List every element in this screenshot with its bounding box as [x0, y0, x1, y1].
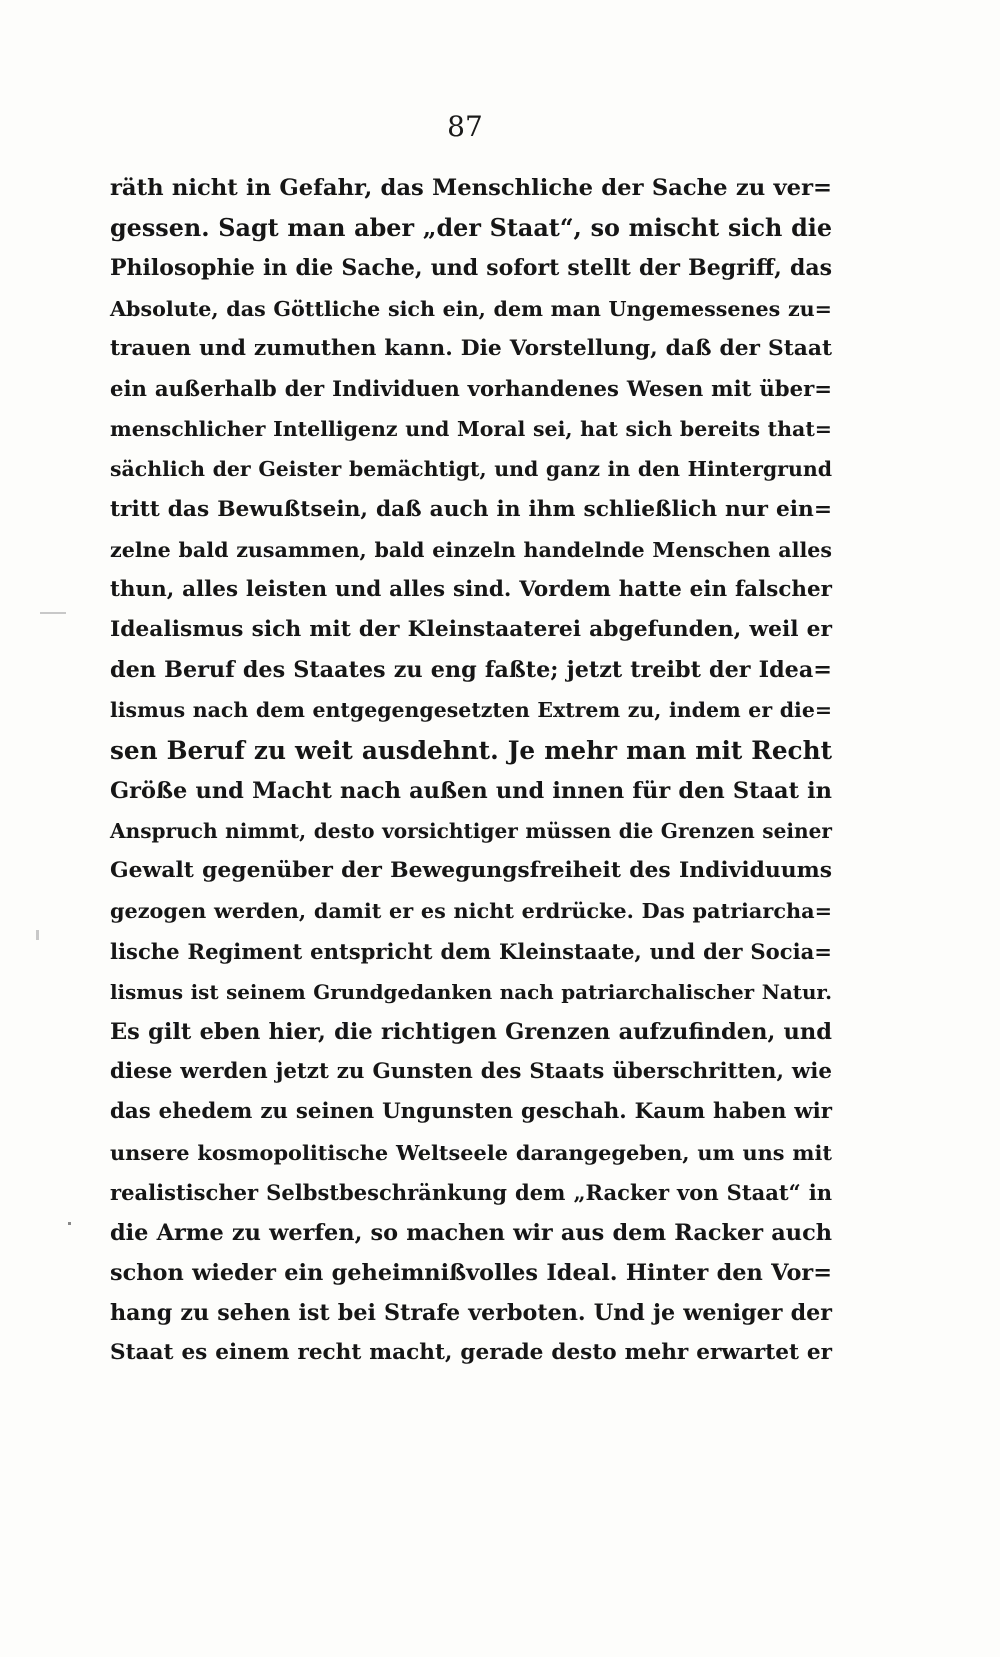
text-line: Es gilt eben hier, die richtigen Grenzen aufzufinden, und [110, 1018, 832, 1045]
text-line: menschlicher Intelligenz und Moral sei, hat sich bereits that= [110, 417, 832, 442]
text-line: unsere kosmopolitische Weltseele darangegeben, um uns mit [110, 1139, 832, 1165]
text-line: lismus nach dem entgegengesetzten Extrem zu, indem er die= [110, 698, 832, 723]
text-line: lische Regiment entspricht dem Kleinstaate, und der Socia= [110, 938, 832, 964]
text-line: zelne bald zusammen, bald einzeln handelnde Menschen alles [110, 537, 832, 562]
text-line: Absolute, das Göttliche sich ein, dem man Ungemessenes zu= [110, 296, 832, 321]
text-line: die Arme zu werfen, so machen wir aus dem Racker auch [110, 1219, 832, 1246]
scan-speck [36, 930, 39, 940]
text-line: räth nicht in Gefahr, das Menschliche der Sache zu ver= [110, 175, 832, 201]
text-line: das ehedem zu seinen Ungunsten geschah. Kaum haben wir [110, 1099, 832, 1125]
text-line: thun, alles leisten und alles sind. Vordem hatte ein falscher [110, 576, 832, 602]
page-number: 87 [447, 110, 483, 143]
text-line: hang zu sehen ist bei Strafe verboten. Und je weniger der [110, 1300, 832, 1327]
text-line: Anspruch nimmt, desto vorsichtiger müssen die Grenzen seiner [110, 819, 832, 843]
text-line: trauen und zumuthen kann. Die Vorstellung, daß der Staat [110, 335, 832, 361]
text-line: diese werden jetzt zu Gunsten des Staats überschritten, wie [110, 1059, 832, 1085]
scan-speck [68, 1222, 71, 1225]
text-line: ein außerhalb der Individuen vorhandenes Wesen mit über= [110, 375, 832, 401]
text-line: Staat es einem recht macht, gerade desto mehr erwartet er [110, 1340, 832, 1366]
text-line: sächlich der Geister bemächtigt, und ganz in den Hintergrund [110, 457, 832, 482]
text-line: gezogen werden, damit er es nicht erdrücke. Das patriarcha= [110, 898, 832, 924]
text-line: Größe und Macht nach außen und innen für den Staat in [110, 777, 832, 804]
text-line: tritt das Bewußtsein, daß auch in ihm schließlich nur ein= [110, 496, 832, 522]
text-line: lismus ist seinem Grundgedanken nach patriarchalischer Natur. [110, 979, 832, 1004]
text-line: Philosophie in die Sache, und sofort stellt der Begriff, das [110, 255, 832, 282]
body-text [110, 168, 832, 1374]
text-line: realistischer Selbstbeschränkung dem „Racker von Staat“ in [110, 1179, 832, 1205]
scan-speck [40, 612, 66, 614]
text-line: sen Beruf zu weit ausdehnt. Je mehr man mit Recht [110, 735, 832, 765]
text-line: gessen. Sagt man aber „der Staat“, so mischt sich die [110, 214, 832, 243]
text-line: Idealismus sich mit der Kleinstaaterei abgefunden, weil er [110, 617, 832, 643]
text-line: schon wieder ein geheimnißvolles Ideal. Hinter den Vor= [110, 1260, 832, 1287]
text-line: den Beruf des Staates zu eng faßte; jetzt treibt der Idea= [110, 657, 832, 684]
text-line: Gewalt gegenüber der Bewegungsfreiheit des Individuums [110, 858, 832, 884]
